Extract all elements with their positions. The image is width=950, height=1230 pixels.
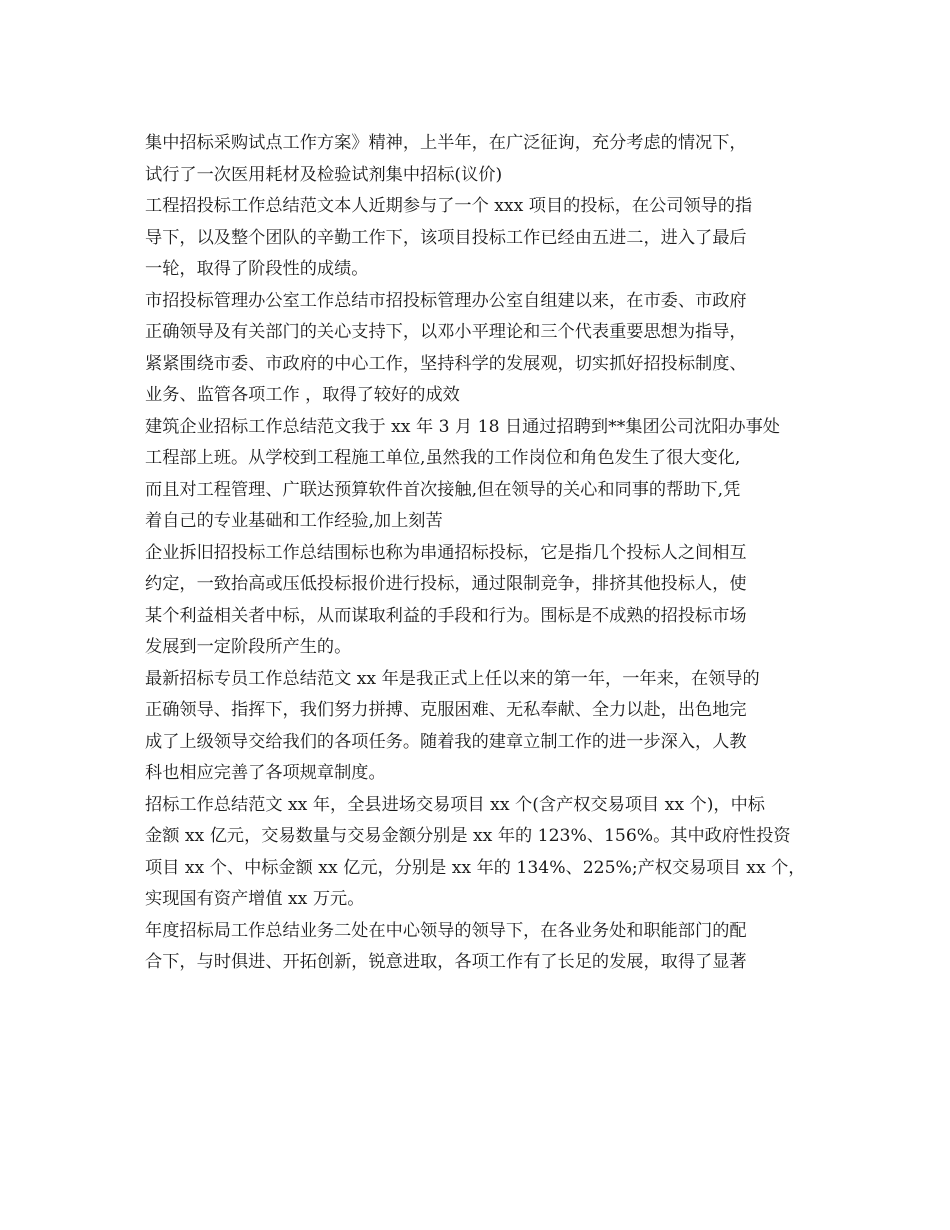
text-line: 合下，与时俱进、开拓创新，锐意进取，各项工作有了长足的发展，取得了显著 (145, 952, 747, 972)
text-line: 正确领导及有关部门的关心支持下，以邓小平理论和三个代表重要思想为指导， (145, 322, 747, 342)
text-line: 招标工作总结范文 xx 年，全县进场交易项目 xx 个(含产权交易项目 xx 个)，中标 (145, 794, 765, 815)
text-line: 工程招投标工作总结范文本人近期参与了一个 xxx 项目的投标，在公司领导的指 (145, 196, 753, 216)
text-line: 正确领导、指挥下，我们努力拼搏、克服困难、无私奉献、全力以赴，出色地完 (145, 700, 747, 720)
text-line: 市招投标管理办公室工作总结市招投标管理办公室自组建以来，在市委、市政府 (145, 290, 747, 311)
text-line: 约定，一致抬高或压低投标报价进行投标，通过限制竞争，排挤其他投标人，使 (145, 574, 747, 594)
text-line: 成了上级领导交给我们的各项任务。随着我的建章立制工作的进一步深入，人教 (145, 731, 747, 752)
text-line: 集中招标采购试点工作方案》精神，上半年，在广泛征询，充分考虑的情况下， (145, 133, 747, 153)
text-line: 最新招标专员工作总结范文 xx 年是我正式上任以来的第一年，一年来，在领导的 (145, 668, 760, 689)
document-body (145, 128, 815, 979)
text-line: 业务、监管各项工作 ，取得了较好的成效 (145, 385, 460, 405)
text-line: 工程部上班。从学校到工程施工单位,虽然我的工作岗位和角色发生了很大变化, (145, 448, 741, 468)
text-line: 建筑企业招标工作总结范文我于 xx 年 3 月 18 日通过招聘到**集团公司沈阳办事处 (145, 416, 780, 437)
text-line: 科也相应完善了各项规章制度。 (145, 763, 386, 783)
text-line: 年度招标局工作总结业务二处在中心领导的领导下，在各业务处和职能部门的配 (145, 920, 747, 941)
text-line: 实现国有资产增值 xx 万元。 (145, 889, 365, 909)
text-line: 试行了一次医用耗材及检验试剂集中招标(议价) (145, 164, 503, 185)
text-line: 一轮，取得了阶段性的成绩。 (145, 259, 369, 279)
text-line: 而且对工程管理、广联达预算软件首次接触,但在领导的关心和同事的帮助下,凭 (145, 479, 741, 500)
text-line: 发展到一定阶段所产生的。 (145, 637, 352, 657)
text-line: 企业拆旧招投标工作总结围标也称为串通招标投标，它是指几个投标人之间相互 (145, 542, 747, 563)
text-line: 某个利益相关者中标，从而谋取利益的手段和行为。围标是不成熟的招投标市场 (145, 605, 747, 626)
text-line: 着自己的专业基础和工作经验,加上刻苦 (145, 511, 443, 531)
text-line: 金额 xx 亿元，交易数量与交易金额分别是 xx 年的 123%、156%。其中政府性投资 (145, 826, 791, 846)
text-line: 导下，以及整个团队的辛勤工作下，该项目投标工作已经由五进二，进入了最后 (145, 227, 747, 248)
text-line: 紧紧围绕市委、市政府的中心工作，坚持科学的发展观，切实抓好招投标制度、 (145, 353, 747, 374)
text-line: 项目 xx 个、中标金额 xx 亿元，分别是 xx 年的 134%、225%;产权交易项目 xx 个， (145, 857, 806, 878)
